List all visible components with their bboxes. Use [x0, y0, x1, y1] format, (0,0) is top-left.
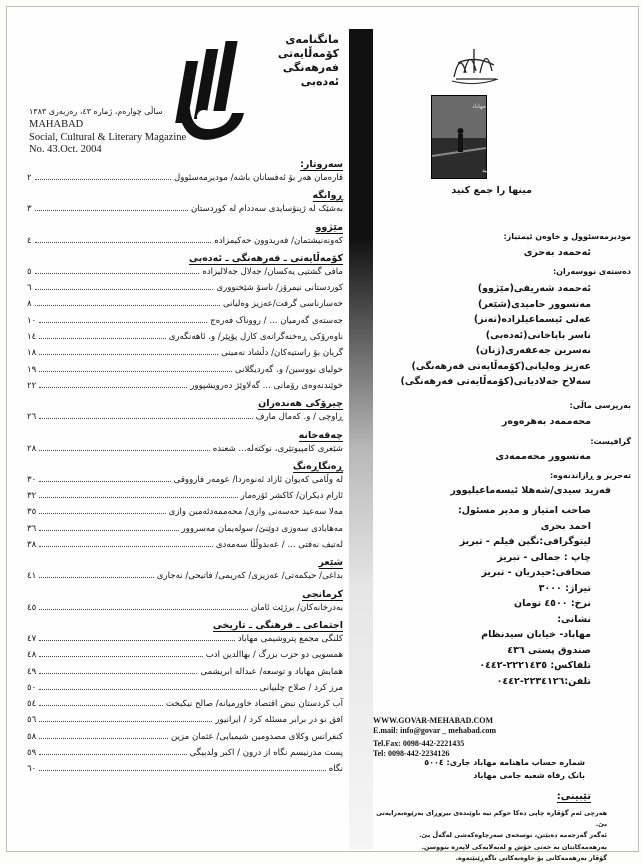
- toc-entry[interactable]: [27, 696, 343, 712]
- toc-entry-title: خوێندنەوەی رۆمانی ... گەلاوێژ دەرویشپوور: [190, 380, 343, 391]
- svg-text:مهاباد: مهاباد: [472, 103, 486, 110]
- toc-dot-leader: [39, 338, 165, 339]
- masthead-title: [259, 33, 339, 89]
- toc-page-number: ٤٨: [27, 650, 37, 661]
- toc-dot-leader: [39, 418, 252, 419]
- toc-section-label: ڕەنگاڕەنگ: [292, 460, 343, 472]
- magazine-subtitle: Social, Cultural & Literary Magazine: [29, 131, 187, 143]
- toc-entry[interactable]: [27, 664, 343, 680]
- editorial-board-list: [371, 281, 591, 390]
- toc-entry[interactable]: [27, 568, 343, 584]
- publisher-line: تلفاکس: ٢٢٢١٤٣٥-٠٤٤٢: [479, 660, 591, 671]
- toc-dot-leader: [35, 305, 220, 306]
- toc-section-label: ڕوانگە: [312, 190, 343, 202]
- toc-entry[interactable]: [27, 729, 343, 745]
- publisher-line: تلفن:٢٢٣٤١٢٦-٠٤٤٢: [496, 675, 591, 687]
- issue-number: No. 43.Oct. 2004: [29, 144, 102, 155]
- toc-page-number: ٥: [27, 266, 32, 277]
- toc-dot-leader: [35, 210, 188, 211]
- toc-entry[interactable]: [27, 296, 343, 312]
- toc-page-number: ٣٦: [27, 523, 37, 534]
- toc-page-number: ٥٦: [27, 715, 37, 726]
- toc-entry[interactable]: [27, 409, 343, 425]
- toc-page-number: ٣٢: [27, 491, 37, 502]
- toc-dot-leader: [39, 546, 213, 547]
- account-number: شماره حساب ماهنامه مهاباد جاری: ٥٠٠٤: [424, 758, 585, 767]
- toc-entry-title: قارەمان هەر بۆ ئەفسانان باشە/ مودیرمەسئوول: [174, 173, 343, 183]
- toc-page-number: ٢: [27, 173, 32, 183]
- magazine-page: [6, 6, 639, 862]
- toc-page-number: ٤١: [27, 571, 37, 582]
- toc-entry-title: ناوەرۆکی ڕەخنەگرانەی کارل پۆپێر/ و. ئاهەنگەری: [168, 332, 343, 343]
- toc-page-number: ٤٩: [27, 666, 37, 677]
- toc-entry[interactable]: [27, 521, 343, 537]
- magazine-name: MAHABAD: [29, 119, 84, 130]
- toc-entry-title: بەدرخانەکان/ برژێت ئامان: [251, 602, 343, 613]
- email-link[interactable]: E.mail: info@govar _ mehabad.com: [373, 725, 497, 735]
- owner-name: ئەحمەد بەحری: [523, 247, 591, 258]
- toc-entry[interactable]: [27, 631, 343, 647]
- toc-entry[interactable]: [27, 362, 343, 378]
- website-link[interactable]: WWW.GOVAR-MEHABAD.COM: [373, 716, 494, 725]
- note-line: بەرهەمەکانتان بە خەتی خۆش و لەبەلایەکی لاپەرە بنووسن.: [421, 842, 607, 851]
- publisher-line: صاحب امتیاز و مدیر مسئول:: [458, 505, 591, 516]
- toc-entry-title: لە وڵامی کەیوان ئازاد ئەنوەردا/ عومەر فارووقی: [173, 474, 343, 485]
- toc-entry[interactable]: [27, 201, 343, 217]
- board-member: ئەحمەد شەریفی(مێژوو): [477, 283, 591, 294]
- toc-page-number: ٣٥: [27, 507, 37, 518]
- toc-dot-leader: [39, 481, 170, 482]
- telfax-number: Tel.Fax: 0098-442-2221435: [373, 739, 465, 749]
- toc-dot-leader: [35, 242, 212, 243]
- design-name: فەرید سیدی/شەهلا ئیسەماعیلپوور: [450, 485, 611, 496]
- toc-section-label: سەروتار:: [300, 159, 343, 170]
- toc-entry-title: خەسارناسی گرفت/عەزیز وەلیانی: [222, 299, 343, 310]
- masthead: [29, 29, 339, 164]
- toc-page-number: ١٤: [27, 332, 37, 343]
- toc-dot-leader: [39, 770, 326, 771]
- toc-entry-title: بداغی/ حیکمەتی/ عەزیزی/ کەریمی/ فاتیحی/ نەجاری: [156, 571, 343, 582]
- toc-page-number: ٣: [27, 204, 32, 215]
- masthead-title-line: کۆمەڵایەتی: [277, 47, 339, 60]
- toc-entry-title: کوردستانی نیمرۆز/ ناسۆ شێخنووری: [216, 283, 343, 294]
- toc-section-heading: [27, 557, 343, 568]
- bank-info: [375, 756, 585, 782]
- editorial-board-label: دەستەی نووسەران:: [552, 267, 631, 276]
- toc-entry-title: همایش مهاباد و توسعه/ عبداله ابریشمی: [200, 666, 343, 677]
- toc-entry-title: بەشێک لە ژینۆسایدی سەددام لە کوردستان: [190, 204, 343, 215]
- toc-dot-leader: [39, 689, 256, 690]
- bank-name: بانک رفاه شعبه جامی مهاباد: [473, 771, 585, 780]
- table-of-contents: [27, 155, 343, 778]
- board-member: عەلی ئیسماعیلزادە(تەنز): [473, 314, 591, 325]
- toc-entry-title: آب کردستان نبض اقتصاد خاورمیانه/ صالح نیکبخت: [165, 699, 343, 710]
- toc-entry[interactable]: [27, 472, 343, 488]
- toc-section-label: چەقەخانە: [298, 429, 343, 441]
- toc-entry-title: افق نو در برابر مسئله کرد / ایرانیور: [215, 715, 343, 726]
- note-line: هەرچی ئەم گۆڤارە چاپی دەکا حوکم نیە ناوێندەی بیروڕای بەرێوەبەرایەتی بێ.: [376, 809, 607, 829]
- toc-entry-title: پست مدرنیسم نگاه از درون / اکبر ولدبیگی: [189, 748, 343, 759]
- toc-page-number: ١٩: [27, 364, 37, 375]
- toc-section-heading: [27, 461, 343, 472]
- toc-entry[interactable]: [27, 441, 343, 457]
- toc-entry[interactable]: [27, 647, 343, 663]
- toc-entry[interactable]: [27, 313, 343, 329]
- masthead-title-line: ئەدەبی: [300, 75, 339, 88]
- toc-entry[interactable]: [27, 170, 343, 186]
- graphics-name: مەنسوور محەممەدی: [495, 451, 591, 462]
- toc-entry-title: کەونەنیشتمان/ فەریدوون حەکیمزادە: [214, 235, 343, 246]
- toc-section-label: مێژوو: [315, 221, 343, 233]
- masthead-title-line: فەرهەنگی: [282, 61, 339, 74]
- toc-entry-title: کلنگی مجمع پتروشیمی مهاباد: [237, 633, 343, 644]
- publisher-line: چاپ : جمالی - تبریز: [497, 551, 591, 563]
- toc-dot-leader: [39, 656, 202, 657]
- toc-dot-leader: [39, 738, 168, 739]
- finance-name: محەممەد بەهرەوەر: [501, 416, 591, 427]
- calligraphy-emblem: [450, 43, 500, 85]
- toc-entry-title: گریان بۆ راستیەکان/ دڵشاد نەمینی: [221, 348, 343, 359]
- toc-entry-title: مافی گشتیی یەکسان/ جەلال جەلالیزادە: [202, 266, 343, 277]
- toc-page-number: ٢٨: [27, 443, 37, 454]
- toc-page-number: ٢٢: [27, 380, 37, 391]
- toc-dot-leader: [39, 450, 209, 451]
- publisher-line: احمد بحری: [540, 520, 591, 532]
- toc-dot-leader: [39, 513, 165, 514]
- toc-section-heading: [27, 398, 343, 409]
- toc-page-number: ١٨: [27, 348, 37, 359]
- toc-entry[interactable]: [27, 345, 343, 361]
- toc-page-number: ٥٩: [27, 748, 37, 759]
- toc-page-number: ٤٧: [27, 633, 37, 644]
- toc-dot-leader: [39, 387, 187, 388]
- toc-entry-title: شێعری کامپیوتێری، نوکتەلە... شعندە: [212, 443, 343, 454]
- toc-entry-title: خولیای نووسین/ و. گەردیگلانی: [234, 364, 343, 375]
- toc-entry[interactable]: [27, 712, 343, 728]
- toc-page-number: ٥٠: [27, 682, 37, 693]
- cover-thumbnail: [431, 95, 521, 179]
- toc-page-number: ٣٠: [27, 474, 37, 485]
- toc-entry[interactable]: [27, 745, 343, 761]
- toc-dot-leader: [39, 673, 197, 674]
- cover-caption: مینها را جمع کنید: [451, 185, 532, 196]
- toc-dot-leader: [39, 371, 232, 372]
- toc-entry[interactable]: [27, 264, 343, 280]
- publisher-line: نرخ: ٤٥٠٠ تومان: [513, 598, 591, 609]
- toc-entry-title: مەهابادی سەوزی دوێنێ/ سولەیمان مەسروور: [181, 523, 343, 534]
- toc-section-heading: [27, 222, 343, 233]
- masthead-english: [29, 119, 229, 157]
- cover-text: مینها را جمع کنید: [482, 168, 521, 174]
- toc-page-number: ٥٨: [27, 731, 37, 742]
- toc-section-label: چیرۆکی هەندەران: [258, 398, 343, 410]
- toc-entry[interactable]: [27, 488, 343, 504]
- toc-page-number: ٣٨: [27, 540, 37, 551]
- toc-entry-title: لەتیف نەفتی ... / عەبدوڵڵا سەمەدی: [215, 540, 343, 551]
- toc-section-label: کرمانجی: [302, 588, 343, 600]
- toc-dot-leader: [39, 609, 248, 610]
- publisher-line: صندوق پستی ٤٣٦: [507, 644, 591, 656]
- toc-page-number: ٤: [27, 235, 32, 246]
- toc-entry[interactable]: [27, 233, 343, 249]
- toc-section-heading: [27, 253, 343, 264]
- notes-heading: [557, 791, 591, 802]
- notes-heading-text: تێبینی:: [556, 791, 591, 802]
- board-member: عەزیز وەلیانی(کۆمەڵایەتی فەرهەنگی): [411, 360, 591, 372]
- toc-entry[interactable]: [27, 761, 343, 777]
- board-member: ناسر باباخانی(ئەدەبی): [485, 329, 591, 341]
- note-line: گۆڤار بەرهەمەکانی بۆ خاوەنەکانی ناگەڕێنێتەوە.: [455, 853, 607, 862]
- toc-page-number: ٥٤: [27, 699, 37, 710]
- toc-entry[interactable]: [27, 280, 343, 296]
- english-contact: [373, 716, 573, 758]
- publisher-info: [371, 503, 591, 689]
- cover-image: [432, 96, 521, 178]
- toc-entry[interactable]: [27, 537, 343, 553]
- graphics-label: گرافیست:: [590, 437, 631, 446]
- toc-entry-title: کنفرانس وکلای مصدومین شیمیایی/ عثمان مزین: [170, 731, 343, 742]
- toc-dot-leader: [39, 497, 237, 498]
- toc-section-label: کۆمەڵایەتی ـ فەرهەنگی ـ ئەدەبی: [189, 252, 343, 264]
- toc-dot-leader: [39, 530, 178, 531]
- issue-line: ساڵی چوارەم، ژمارە ٤٣، رەزبەری ١٣٨٣: [29, 107, 163, 116]
- toc-section-label: اجتماعی ـ فرهنگی ـ تاریخی: [212, 619, 343, 631]
- toc-page-number: ٦: [27, 283, 32, 294]
- column-divider-bar: [349, 29, 373, 849]
- toc-page-number: ٦٠: [27, 764, 37, 775]
- toc-section-heading: [27, 589, 343, 600]
- toc-section-label: شێعر: [318, 557, 343, 569]
- toc-entry[interactable]: [27, 680, 343, 696]
- masthead-title-line: مانگنامەی: [285, 33, 339, 46]
- publisher-line: لیتوگرافی:نگین فیلم - تبریز: [459, 536, 591, 547]
- toc-entry-title: مرز کرد / صلاح چلبیانی: [259, 682, 343, 693]
- toc-section-heading: [27, 190, 343, 201]
- toc-entry-title: همسویی دو حزب بزرگ / بهاالدین ادب: [205, 650, 343, 661]
- toc-dot-leader: [35, 179, 171, 180]
- toc-dot-leader: [39, 577, 154, 578]
- note-line: ئەگەر گەرجەمە دەبێتن، نوسخەی سەرچاوەکەشی لەگەڵ بێ.: [419, 831, 607, 840]
- board-member: مەنسوور حامیدی(شێعر): [477, 298, 591, 310]
- toc-section-heading: [27, 430, 343, 441]
- toc-entry-title: ڕاوچی / و. کەمال مارف: [255, 412, 343, 423]
- publisher-line: صحافی:حیدریان - تبریز: [481, 567, 591, 578]
- publisher-line: تیراژ: ٣٠٠٠: [538, 582, 591, 594]
- design-label: تەحریر و ڕازاندنەوە:: [549, 471, 631, 480]
- toc-entry-title: مەلا سەعید حەسەنی وازی/ محەممەدئەمین وازی: [168, 507, 343, 518]
- tel-number: Tel: 0098-442-2234126: [373, 748, 450, 758]
- toc-dot-leader: [39, 322, 207, 323]
- publisher-line: نشانی:: [557, 613, 591, 625]
- toc-entry-title: نگاه: [328, 764, 343, 775]
- toc-entry[interactable]: [27, 504, 343, 520]
- board-member: نەسرین جەعفەری(ژنان): [475, 345, 591, 356]
- publisher-line: مهاباد- خیابان سیدنظام: [481, 629, 591, 640]
- toc-page-number: ٨: [27, 299, 32, 310]
- toc-dot-leader: [39, 640, 235, 641]
- toc-entry-title: ئارام دیکران/ کاکشر ئۆرەمار: [240, 491, 343, 502]
- toc-section-heading: [27, 159, 343, 170]
- toc-dot-leader: [39, 754, 186, 755]
- toc-section-heading: [27, 620, 343, 631]
- toc-page-number: ١٠: [27, 315, 37, 326]
- toc-entry[interactable]: [27, 329, 343, 345]
- toc-dot-leader: [35, 273, 200, 274]
- toc-dot-leader: [35, 289, 214, 290]
- toc-page-number: ٤٥: [27, 602, 37, 613]
- toc-entry-title: جەستەی گەرمیان ... / رووناک فەرەج: [210, 315, 343, 326]
- owner-label: مودیرمەسئوول و خاوەن ئیمتیاز:: [503, 232, 631, 241]
- toc-entry[interactable]: [27, 378, 343, 394]
- finance-label: بەرپرسی ماڵی:: [569, 401, 631, 410]
- toc-entry[interactable]: [27, 600, 343, 616]
- notes-text: [373, 808, 607, 864]
- toc-dot-leader: [39, 354, 218, 355]
- board-member: سەلاح جەلادیانی(کۆمەڵایەتی فەرهەنگی): [400, 376, 591, 387]
- toc-page-number: ٢٦: [27, 412, 37, 423]
- toc-dot-leader: [39, 721, 212, 722]
- toc-dot-leader: [39, 705, 163, 706]
